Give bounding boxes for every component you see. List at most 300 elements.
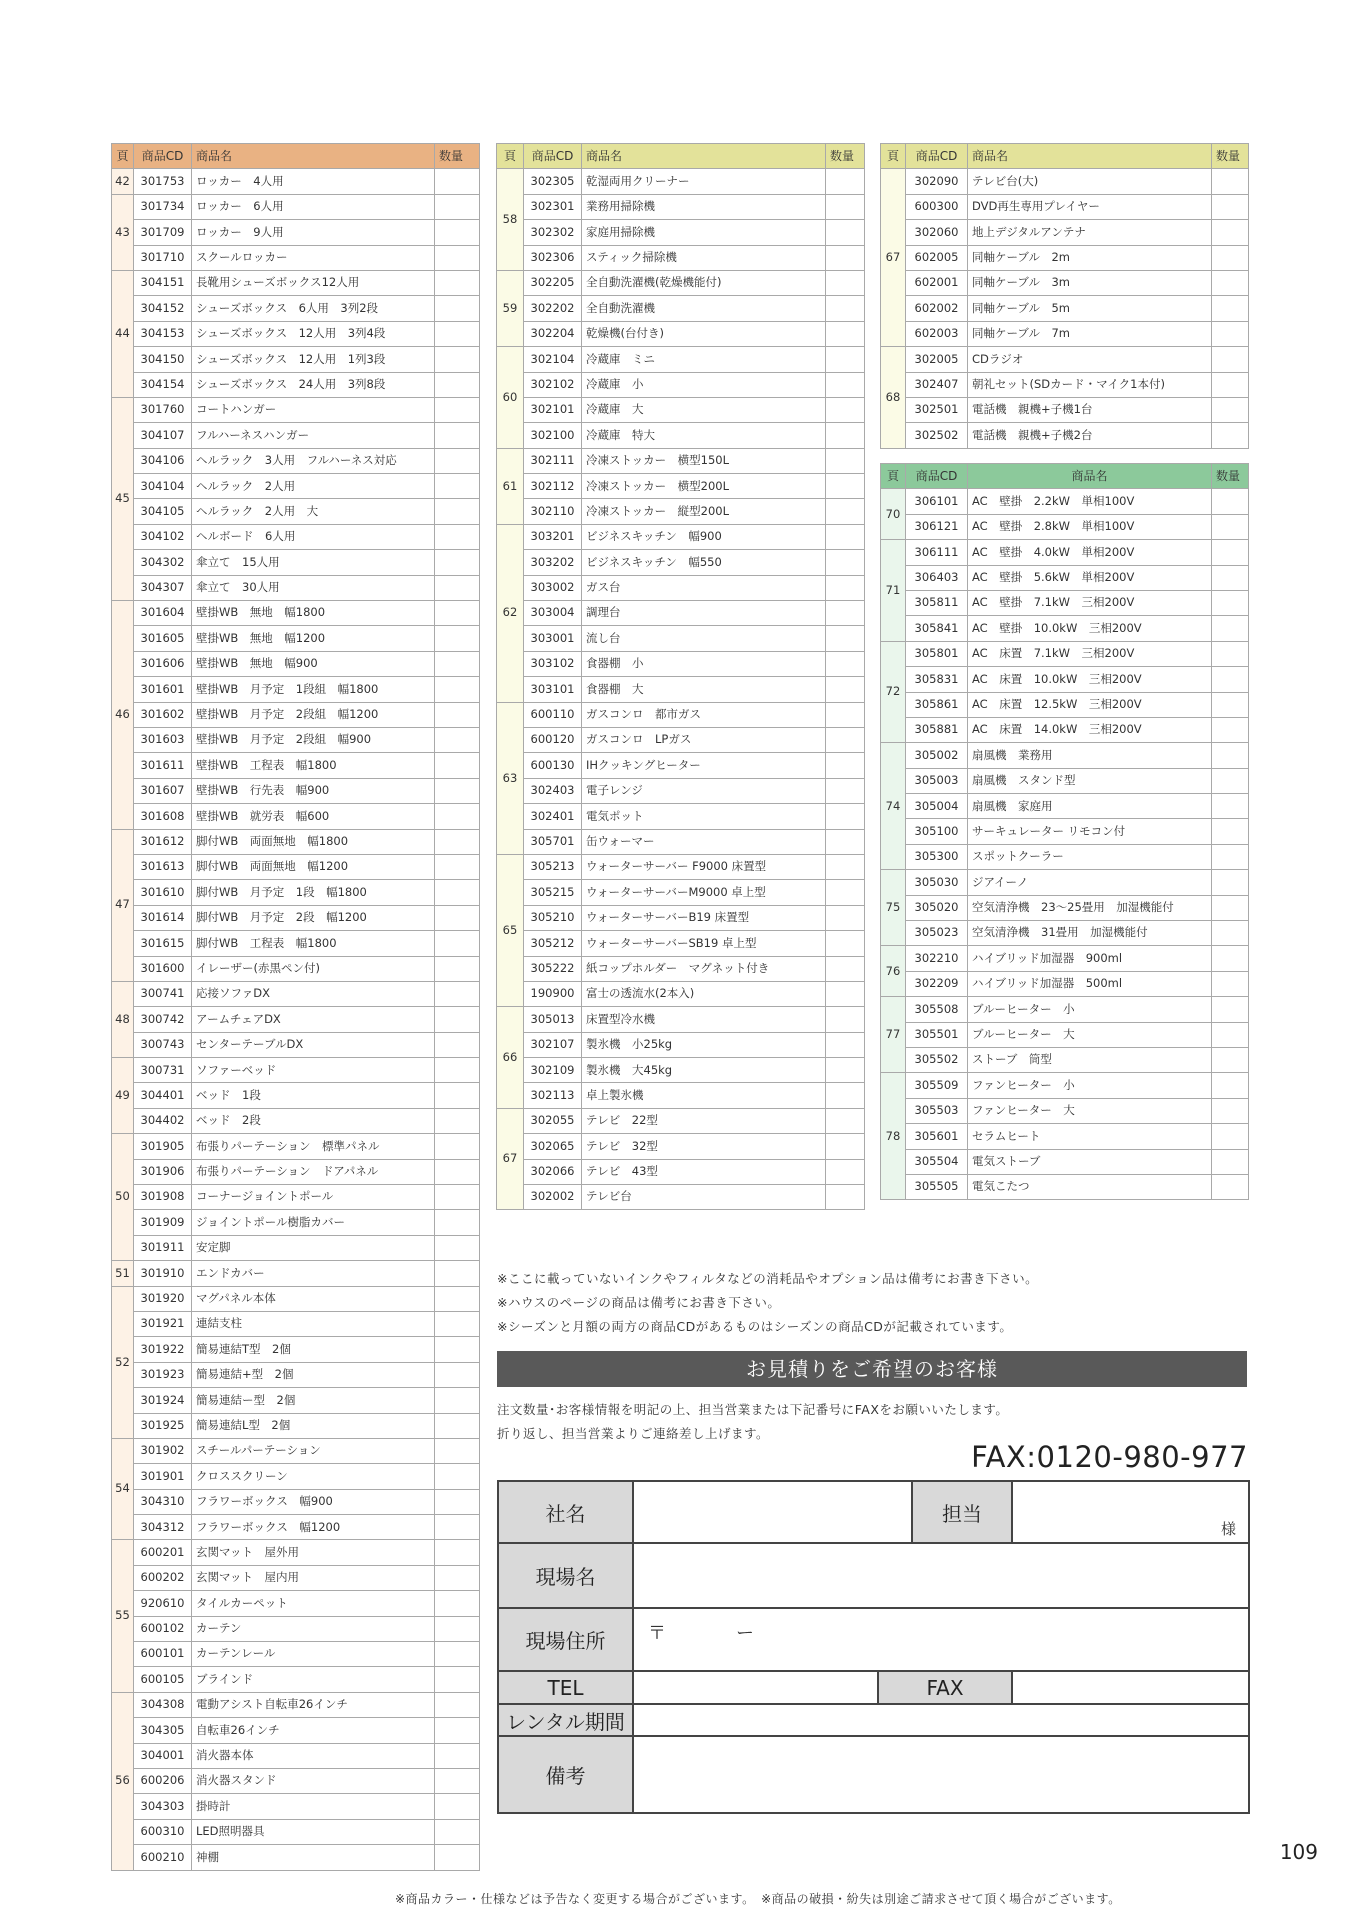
product-code-cell: 302111 (524, 448, 582, 473)
product-row (112, 1388, 480, 1413)
quantity-input-cell[interactable] (826, 956, 865, 981)
product-row (881, 1124, 1249, 1149)
remarks-field[interactable] (633, 1736, 1249, 1813)
product-code-cell: 600202 (134, 1565, 192, 1590)
product-name-cell: カーテン (192, 1616, 435, 1641)
quantity-input-cell[interactable] (435, 727, 480, 752)
product-row (881, 794, 1249, 819)
table-header-row (881, 144, 1249, 169)
quantity-input-cell[interactable] (435, 1769, 480, 1794)
quantity-input-cell[interactable] (826, 931, 865, 956)
product-code-cell: 304154 (134, 372, 192, 397)
product-code-cell: 305601 (906, 1124, 968, 1149)
product-row (497, 677, 865, 702)
product-name-cell: ストーブ 筒型 (968, 1047, 1212, 1072)
quantity-input-cell[interactable] (435, 397, 480, 422)
quantity-input-cell[interactable] (435, 550, 480, 575)
product-code-cell: 301760 (134, 397, 192, 422)
quantity-input-cell[interactable] (435, 1388, 480, 1413)
quantity-input-cell[interactable] (826, 626, 865, 651)
product-name-cell: 食器棚 小 (582, 651, 826, 676)
product-row (497, 854, 865, 879)
product-row (112, 1616, 480, 1641)
product-row (497, 296, 865, 321)
quantity-input-cell[interactable] (1212, 423, 1249, 448)
quantity-input-cell[interactable] (1212, 245, 1249, 270)
staff-field[interactable] (1012, 1481, 1249, 1543)
product-row (112, 1642, 480, 1667)
product-code-cell: 302104 (524, 347, 582, 372)
quantity-input-cell[interactable] (435, 1642, 480, 1667)
quantity-input-cell[interactable] (826, 296, 865, 321)
quantity-input-cell[interactable] (435, 194, 480, 219)
product-row (112, 194, 480, 219)
quantity-input-cell[interactable] (826, 474, 865, 499)
quantity-input-cell[interactable] (826, 727, 865, 752)
tel-field[interactable] (633, 1671, 878, 1704)
product-name-cell: 業務用掃除機 (582, 194, 826, 219)
product-code-cell: 302209 (906, 971, 968, 996)
product-name-cell: セラムヒート (968, 1124, 1212, 1149)
product-name-cell: 壁掛WB 月予定 2段組 幅1200 (192, 702, 435, 727)
product-code-cell: 600101 (134, 1642, 192, 1667)
quantity-input-cell[interactable] (435, 854, 480, 879)
quantity-input-cell[interactable] (435, 677, 480, 702)
quantity-input-cell[interactable] (826, 753, 865, 778)
quantity-input-cell[interactable] (435, 1134, 480, 1159)
page-number-cell: 67 (881, 169, 906, 347)
company-field[interactable] (633, 1481, 912, 1543)
quantity-input-cell[interactable] (435, 905, 480, 930)
quantity-input-cell[interactable] (435, 1007, 480, 1032)
product-name-column-header: 商品名 (968, 144, 1212, 169)
estimate-description (497, 1398, 1008, 1446)
product-row (112, 981, 480, 1006)
product-row (497, 1058, 865, 1083)
product-row (112, 804, 480, 829)
product-name-cell: 電気ポット (582, 804, 826, 829)
site-address-field[interactable] (633, 1608, 1249, 1671)
product-name-cell: 簡易連結ー型 2個 (192, 1388, 435, 1413)
quantity-input-cell[interactable] (1212, 220, 1249, 245)
product-code-cell: 301709 (134, 220, 192, 245)
quantity-input-cell[interactable] (1212, 971, 1249, 996)
product-row (112, 1489, 480, 1514)
product-name-cell: 脚付WB 月予定 1段 幅1800 (192, 880, 435, 905)
quantity-input-cell[interactable] (435, 1464, 480, 1489)
quantity-input-cell[interactable] (1212, 819, 1249, 844)
quantity-input-cell[interactable] (435, 1337, 480, 1362)
product-row (112, 1743, 480, 1768)
quantity-input-cell[interactable] (1212, 667, 1249, 692)
quantity-input-cell[interactable] (435, 270, 480, 295)
product-row (112, 1819, 480, 1844)
quantity-input-cell[interactable] (435, 702, 480, 727)
product-code-cell: 305701 (524, 829, 582, 854)
quantity-input-cell[interactable] (1212, 1022, 1249, 1047)
product-name-cell: 簡易連結T型 2個 (192, 1337, 435, 1362)
product-row (881, 489, 1249, 514)
product-name-cell: 傘立て 30人用 (192, 575, 435, 600)
quantity-input-cell[interactable] (826, 575, 865, 600)
quantity-input-cell[interactable] (435, 1185, 480, 1210)
quantity-input-cell[interactable] (435, 1718, 480, 1743)
quantity-input-cell[interactable] (826, 677, 865, 702)
product-row (112, 524, 480, 549)
product-code-cell: 304001 (134, 1743, 192, 1768)
quantity-input-cell[interactable] (435, 1235, 480, 1260)
quantity-input-cell[interactable] (1212, 743, 1249, 768)
product-code-cell: 305030 (906, 870, 968, 895)
product-name-cell: 安定脚 (192, 1235, 435, 1260)
quantity-input-cell[interactable] (435, 1692, 480, 1717)
product-row (112, 1591, 480, 1616)
quantity-input-cell[interactable] (435, 1286, 480, 1311)
product-row (497, 804, 865, 829)
quantity-input-cell[interactable] (435, 931, 480, 956)
quantity-input-cell[interactable] (435, 1261, 480, 1286)
page-number-cell: 67 (497, 1108, 524, 1210)
product-row (112, 1032, 480, 1057)
quantity-input-cell[interactable] (435, 1032, 480, 1057)
product-code-cell: 302065 (524, 1134, 582, 1159)
quantity-input-cell[interactable] (435, 626, 480, 651)
quantity-input-cell[interactable] (826, 194, 865, 219)
product-code-column-header: 商品CD (906, 144, 968, 169)
quantity-input-cell[interactable] (435, 448, 480, 473)
product-code-cell: 305505 (906, 1174, 968, 1199)
product-row (497, 423, 865, 448)
quantity-input-cell[interactable] (1212, 194, 1249, 219)
quantity-input-cell[interactable] (826, 270, 865, 295)
product-code-cell: 302401 (524, 804, 582, 829)
quantity-input-cell[interactable] (435, 1489, 480, 1514)
product-code-cell: 602005 (906, 245, 968, 270)
quantity-input-cell[interactable] (826, 1185, 865, 1210)
product-name-cell: 壁掛WB 月予定 2段組 幅900 (192, 727, 435, 752)
product-name-cell: ファンヒーター 大 (968, 1098, 1212, 1123)
product-code-cell: 304308 (134, 1692, 192, 1717)
quantity-input-cell[interactable] (1212, 347, 1249, 372)
product-name-cell: 冷蔵庫 ミニ (582, 347, 826, 372)
product-code-cell: 305841 (906, 616, 968, 641)
product-row (112, 1235, 480, 1260)
product-row (497, 702, 865, 727)
page-column-header: 頁 (881, 144, 906, 169)
product-name-cell: AC 床置 12.5kW 三相200V (968, 692, 1212, 717)
quantity-input-cell[interactable] (826, 499, 865, 524)
quantity-input-cell[interactable] (1212, 1124, 1249, 1149)
product-code-cell: 301613 (134, 854, 192, 879)
product-code-cell: 305509 (906, 1073, 968, 1098)
quantity-input-cell[interactable] (826, 804, 865, 829)
quantity-input-cell[interactable] (1212, 1073, 1249, 1098)
quantity-input-cell[interactable] (1212, 946, 1249, 971)
quantity-input-cell[interactable] (1212, 997, 1249, 1022)
quantity-input-cell[interactable] (1212, 641, 1249, 666)
quantity-input-cell[interactable] (1212, 1098, 1249, 1123)
product-name-cell: ウォーターサーバー F9000 床置型 (582, 854, 826, 879)
product-row (497, 1032, 865, 1057)
quantity-input-cell[interactable] (826, 220, 865, 245)
product-name-cell: 床置型冷水機 (582, 1007, 826, 1032)
product-name-cell: 電気ストーブ (968, 1149, 1212, 1174)
quantity-input-cell[interactable] (1212, 514, 1249, 539)
quantity-input-cell[interactable] (826, 1058, 865, 1083)
quantity-input-cell[interactable] (1212, 794, 1249, 819)
rental-period-field[interactable] (633, 1704, 1249, 1736)
quantity-input-cell[interactable] (435, 1108, 480, 1133)
product-code-cell: 305504 (906, 1149, 968, 1174)
product-code-cell: 301908 (134, 1185, 192, 1210)
product-row (881, 819, 1249, 844)
product-name-cell: フルハーネスハンガー (192, 423, 435, 448)
quantity-input-cell[interactable] (435, 1159, 480, 1184)
quantity-input-cell[interactable] (435, 575, 480, 600)
quantity-input-cell[interactable] (1212, 270, 1249, 295)
product-code-cell: 301910 (134, 1261, 192, 1286)
product-name-cell: 壁掛WB 就労表 幅600 (192, 804, 435, 829)
quantity-input-cell[interactable] (435, 981, 480, 1006)
quantity-input-cell[interactable] (1212, 372, 1249, 397)
quantity-input-cell[interactable] (1212, 895, 1249, 920)
fax-label: FAX (878, 1671, 1012, 1704)
product-name-cell: AC 壁掛 2.8kW 単相100V (968, 514, 1212, 539)
page-number-cell: 68 (881, 347, 906, 449)
quantity-input-cell[interactable] (435, 524, 480, 549)
quantity-input-cell[interactable] (826, 372, 865, 397)
quantity-input-cell[interactable] (826, 524, 865, 549)
product-name-cell: 全自動洗濯機(乾燥機能付) (582, 270, 826, 295)
quantity-input-cell[interactable] (435, 1362, 480, 1387)
product-name-cell: タイルカーペット (192, 1591, 435, 1616)
quantity-input-cell[interactable] (435, 321, 480, 346)
quantity-input-cell[interactable] (826, 1108, 865, 1133)
product-row (497, 753, 865, 778)
product-code-cell: 305502 (906, 1047, 968, 1072)
quantity-input-cell[interactable] (826, 550, 865, 575)
product-name-cell: 長靴用シューズボックス12人用 (192, 270, 435, 295)
quantity-input-cell[interactable] (435, 296, 480, 321)
quantity-input-cell[interactable] (826, 245, 865, 270)
quantity-input-cell[interactable] (826, 1159, 865, 1184)
product-code-cell: 302002 (524, 1185, 582, 1210)
product-code-cell: 302113 (524, 1083, 582, 1108)
quantity-input-cell[interactable] (435, 956, 480, 981)
quantity-input-cell[interactable] (435, 1210, 480, 1235)
quantity-input-cell[interactable] (826, 397, 865, 422)
product-code-cell: 301734 (134, 194, 192, 219)
quantity-input-cell[interactable] (435, 499, 480, 524)
quantity-input-cell[interactable] (1212, 489, 1249, 514)
postal-dash: ー (736, 1623, 754, 1644)
product-table-2 (496, 143, 865, 1210)
quantity-input-cell[interactable] (435, 1515, 480, 1540)
product-name-cell: 玄関マット 屋内用 (192, 1565, 435, 1590)
quantity-input-cell[interactable] (435, 804, 480, 829)
quantity-input-cell[interactable] (435, 474, 480, 499)
quantity-input-cell[interactable] (826, 829, 865, 854)
quantity-input-cell[interactable] (826, 1134, 865, 1159)
quantity-input-cell[interactable] (826, 169, 865, 194)
quantity-input-cell[interactable] (435, 1794, 480, 1819)
quantity-input-cell[interactable] (1212, 397, 1249, 422)
product-name-cell: AC 壁掛 10.0kW 三相200V (968, 616, 1212, 641)
product-row (497, 981, 865, 1006)
quantity-input-cell[interactable] (1212, 717, 1249, 742)
quantity-input-cell[interactable] (435, 601, 480, 626)
estimate-banner: お見積りをご希望のお客様 (497, 1351, 1247, 1387)
product-row (881, 921, 1249, 946)
company-label: 社名 (498, 1481, 633, 1543)
quantity-input-cell[interactable] (435, 1413, 480, 1438)
quantity-input-cell[interactable] (826, 854, 865, 879)
product-row (112, 601, 480, 626)
product-name-cell: CDラジオ (968, 347, 1212, 372)
quantity-input-cell[interactable] (1212, 321, 1249, 346)
product-row (497, 397, 865, 422)
product-name-column-header: 商品名 (968, 464, 1212, 489)
remarks-label: 備考 (498, 1736, 633, 1813)
product-row (112, 626, 480, 651)
quantity-input-cell[interactable] (1212, 169, 1249, 194)
quantity-input-cell[interactable] (826, 448, 865, 473)
quantity-input-cell[interactable] (435, 1540, 480, 1565)
quantity-input-cell[interactable] (826, 423, 865, 448)
product-code-cell: 301605 (134, 626, 192, 651)
quantity-input-cell[interactable] (826, 905, 865, 930)
product-row (881, 169, 1249, 194)
product-row (497, 829, 865, 854)
product-row (112, 1718, 480, 1743)
product-row (112, 1083, 480, 1108)
quantity-input-cell[interactable] (1212, 768, 1249, 793)
product-code-cell: 301901 (134, 1464, 192, 1489)
product-code-cell: 302210 (906, 946, 968, 971)
quantity-input-cell[interactable] (435, 651, 480, 676)
quantity-input-cell[interactable] (1212, 921, 1249, 946)
quantity-input-cell[interactable] (435, 1591, 480, 1616)
quantity-input-cell[interactable] (826, 778, 865, 803)
quantity-input-cell[interactable] (435, 220, 480, 245)
quantity-input-cell[interactable] (435, 1311, 480, 1336)
product-name-cell: 壁掛WB 無地 幅900 (192, 651, 435, 676)
quantity-input-cell[interactable] (1212, 616, 1249, 641)
quantity-input-cell[interactable] (435, 372, 480, 397)
quantity-input-cell[interactable] (435, 1667, 480, 1692)
page-number-cell: 58 (497, 169, 524, 271)
product-code-cell: 302110 (524, 499, 582, 524)
quantity-input-cell[interactable] (435, 1083, 480, 1108)
product-code-cell: 305023 (906, 921, 968, 946)
quantity-input-cell[interactable] (435, 778, 480, 803)
quantity-input-cell[interactable] (1212, 540, 1249, 565)
quantity-input-cell[interactable] (826, 880, 865, 905)
product-code-cell: 301600 (134, 956, 192, 981)
quantity-input-cell[interactable] (435, 753, 480, 778)
product-row (497, 1159, 865, 1184)
quantity-input-cell[interactable] (826, 1007, 865, 1032)
product-code-cell: 600210 (134, 1845, 192, 1870)
fax-field[interactable] (1012, 1671, 1249, 1704)
quantity-input-cell[interactable] (826, 347, 865, 372)
quantity-input-cell[interactable] (435, 880, 480, 905)
product-name-cell: 布張りパーテーション 標準パネル (192, 1134, 435, 1159)
page-column-header: 頁 (497, 144, 524, 169)
product-name-cell: IHクッキングヒーター (582, 753, 826, 778)
quantity-input-cell[interactable] (435, 1058, 480, 1083)
quantity-input-cell[interactable] (1212, 296, 1249, 321)
product-row (112, 1337, 480, 1362)
quantity-input-cell[interactable] (826, 1032, 865, 1057)
product-code-cell: 304401 (134, 1083, 192, 1108)
quantity-input-cell[interactable] (435, 1438, 480, 1463)
quantity-input-cell[interactable] (826, 601, 865, 626)
quantity-input-cell[interactable] (435, 1819, 480, 1844)
quantity-input-cell[interactable] (435, 1565, 480, 1590)
quantity-input-cell[interactable] (435, 1743, 480, 1768)
product-name-cell: 簡易連結+型 2個 (192, 1362, 435, 1387)
product-code-cell: 302005 (906, 347, 968, 372)
quantity-input-cell[interactable] (435, 169, 480, 194)
product-row (497, 575, 865, 600)
site-name-field[interactable] (633, 1543, 1249, 1608)
quantity-input-cell[interactable] (1212, 565, 1249, 590)
product-row (112, 1413, 480, 1438)
product-code-cell: 304104 (134, 474, 192, 499)
quantity-input-cell[interactable] (826, 651, 865, 676)
product-code-cell: 302055 (524, 1108, 582, 1133)
quantity-input-cell[interactable] (435, 245, 480, 270)
product-code-cell: 303102 (524, 651, 582, 676)
product-name-cell: LED照明器具 (192, 1819, 435, 1844)
quantity-input-cell[interactable] (1212, 1047, 1249, 1072)
quantity-input-cell[interactable] (435, 1845, 480, 1870)
product-row (112, 829, 480, 854)
product-code-cell: 306403 (906, 565, 968, 590)
product-code-cell: 304312 (134, 1515, 192, 1540)
product-name-cell: サーキュレーター リモコン付 (968, 819, 1212, 844)
product-row (497, 651, 865, 676)
product-name-cell: コーナージョイントポール (192, 1185, 435, 1210)
quantity-input-cell[interactable] (1212, 844, 1249, 869)
quantity-input-cell[interactable] (826, 981, 865, 1006)
product-name-cell: 製氷機 大45kg (582, 1058, 826, 1083)
product-row (497, 220, 865, 245)
product-row (881, 667, 1249, 692)
quantity-input-cell[interactable] (1212, 590, 1249, 615)
quantity-input-cell[interactable] (826, 321, 865, 346)
product-code-cell: 302204 (524, 321, 582, 346)
quantity-input-cell[interactable] (1212, 1174, 1249, 1199)
product-row (881, 717, 1249, 742)
product-row (881, 1174, 1249, 1199)
quantity-input-cell[interactable] (1212, 870, 1249, 895)
product-code-cell: 600102 (134, 1616, 192, 1641)
product-row (112, 1159, 480, 1184)
quantity-input-cell[interactable] (1212, 692, 1249, 717)
quantity-input-cell[interactable] (435, 1616, 480, 1641)
product-row (497, 778, 865, 803)
quantity-input-cell[interactable] (435, 347, 480, 372)
quantity-input-cell[interactable] (435, 829, 480, 854)
quantity-input-cell[interactable] (435, 423, 480, 448)
quantity-input-cell[interactable] (1212, 1149, 1249, 1174)
quantity-input-cell[interactable] (826, 1083, 865, 1108)
product-row (881, 372, 1249, 397)
product-name-cell: 脚付WB 工程表 幅1800 (192, 931, 435, 956)
quantity-input-cell[interactable] (826, 702, 865, 727)
